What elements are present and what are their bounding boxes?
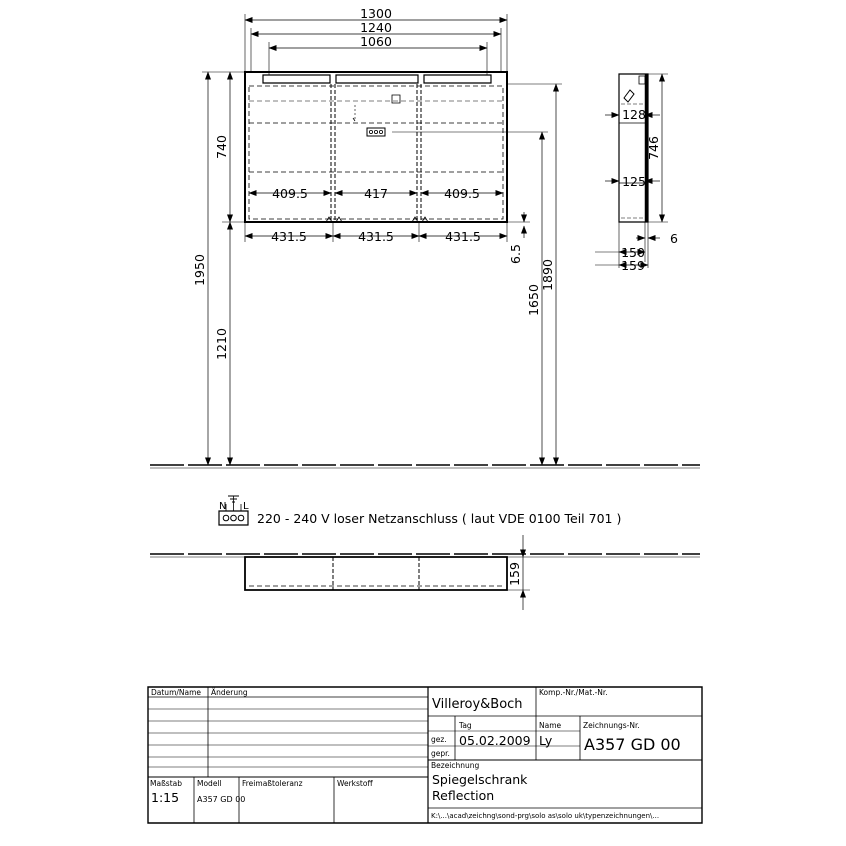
front-view-dimensions: [192, 6, 555, 360]
drawing-number: A357 GD 00: [584, 735, 681, 754]
dim-1950: 1950: [192, 254, 207, 286]
header-toleranz: Freimaßtoleranz: [242, 779, 303, 788]
dim-inner-right: 409.5: [444, 186, 480, 201]
dim-128: 128: [622, 107, 646, 122]
top-view-outline: [245, 557, 507, 590]
drawn-name: Ly: [539, 733, 553, 748]
modell-value: A357 GD 00: [197, 795, 246, 804]
terminal-label-l: L: [243, 501, 249, 512]
massstab-value: 1:15: [151, 790, 180, 805]
header-komp: Komp.-Nr./Mat.-Nr.: [539, 688, 608, 697]
electrical-note-text: 220 - 240 V loser Netzanschluss ( laut VDE 0100 Teil 701 ): [257, 511, 622, 526]
light-bar-middle: [336, 75, 418, 83]
dim-1060: 1060: [360, 34, 392, 49]
brand-name: Villeroy&Boch: [432, 697, 523, 712]
dim-125: 125: [622, 174, 646, 189]
dim-1240: 1240: [360, 20, 392, 35]
dim-6: 6: [670, 231, 678, 246]
dim-inner-left: 409.5: [272, 186, 308, 201]
terminal-label-n: N: [219, 501, 227, 512]
dim-1300: 1300: [360, 6, 392, 21]
floor-line: [150, 465, 700, 468]
header-tag: Tag: [459, 721, 472, 730]
dim-150: 150: [621, 245, 645, 260]
light-bar-right: [424, 75, 491, 83]
side-view: [595, 74, 668, 268]
header-datum: Datum/Name: [151, 688, 202, 697]
dim-bottom-middle: 431.5: [358, 229, 394, 244]
dim-746: 746: [646, 136, 661, 160]
title-line-2: Reflection: [432, 788, 495, 803]
side-outline: [619, 74, 648, 222]
switch-icon: [392, 95, 400, 103]
title-block-text: [150, 688, 681, 820]
file-path: K:\...\acad\zeichng\sond-prg\solo as\solo uk\typenzeichnungen\...: [431, 812, 660, 820]
dim-740: 740: [214, 135, 229, 159]
header-massstab: Maßstab: [150, 779, 182, 788]
dim-1890: 1890: [540, 259, 555, 291]
header-werkstoff: Werkstoff: [337, 779, 373, 788]
dim-1650: 1650: [526, 284, 541, 316]
header-aenderung: Änderung: [211, 688, 248, 697]
header-zeichnungs: Zeichnungs-Nr.: [583, 721, 640, 730]
light-bar-left: [263, 75, 330, 83]
dim-159: 159: [621, 258, 645, 273]
drawn-date: 05.02.2009: [459, 733, 531, 748]
dim-1210: 1210: [214, 328, 229, 360]
dim-bottom-left: 431.5: [271, 229, 307, 244]
top-view: [150, 535, 700, 610]
side-view-dimensions: [621, 107, 678, 273]
title-line-1: Spiegelschrank: [432, 772, 528, 787]
dim-top-159: 159: [507, 562, 522, 586]
dim-6-5: 6.5: [508, 244, 523, 264]
label-gepr: gepr.: [431, 749, 450, 758]
header-name: Name: [539, 721, 562, 730]
header-modell: Modell: [197, 779, 222, 788]
label-gez: gez.: [431, 735, 447, 744]
header-bezeichnung: Bezeichnung: [431, 761, 480, 770]
dim-bottom-right: 431.5: [445, 229, 481, 244]
dim-inner-middle: 417: [364, 186, 388, 201]
